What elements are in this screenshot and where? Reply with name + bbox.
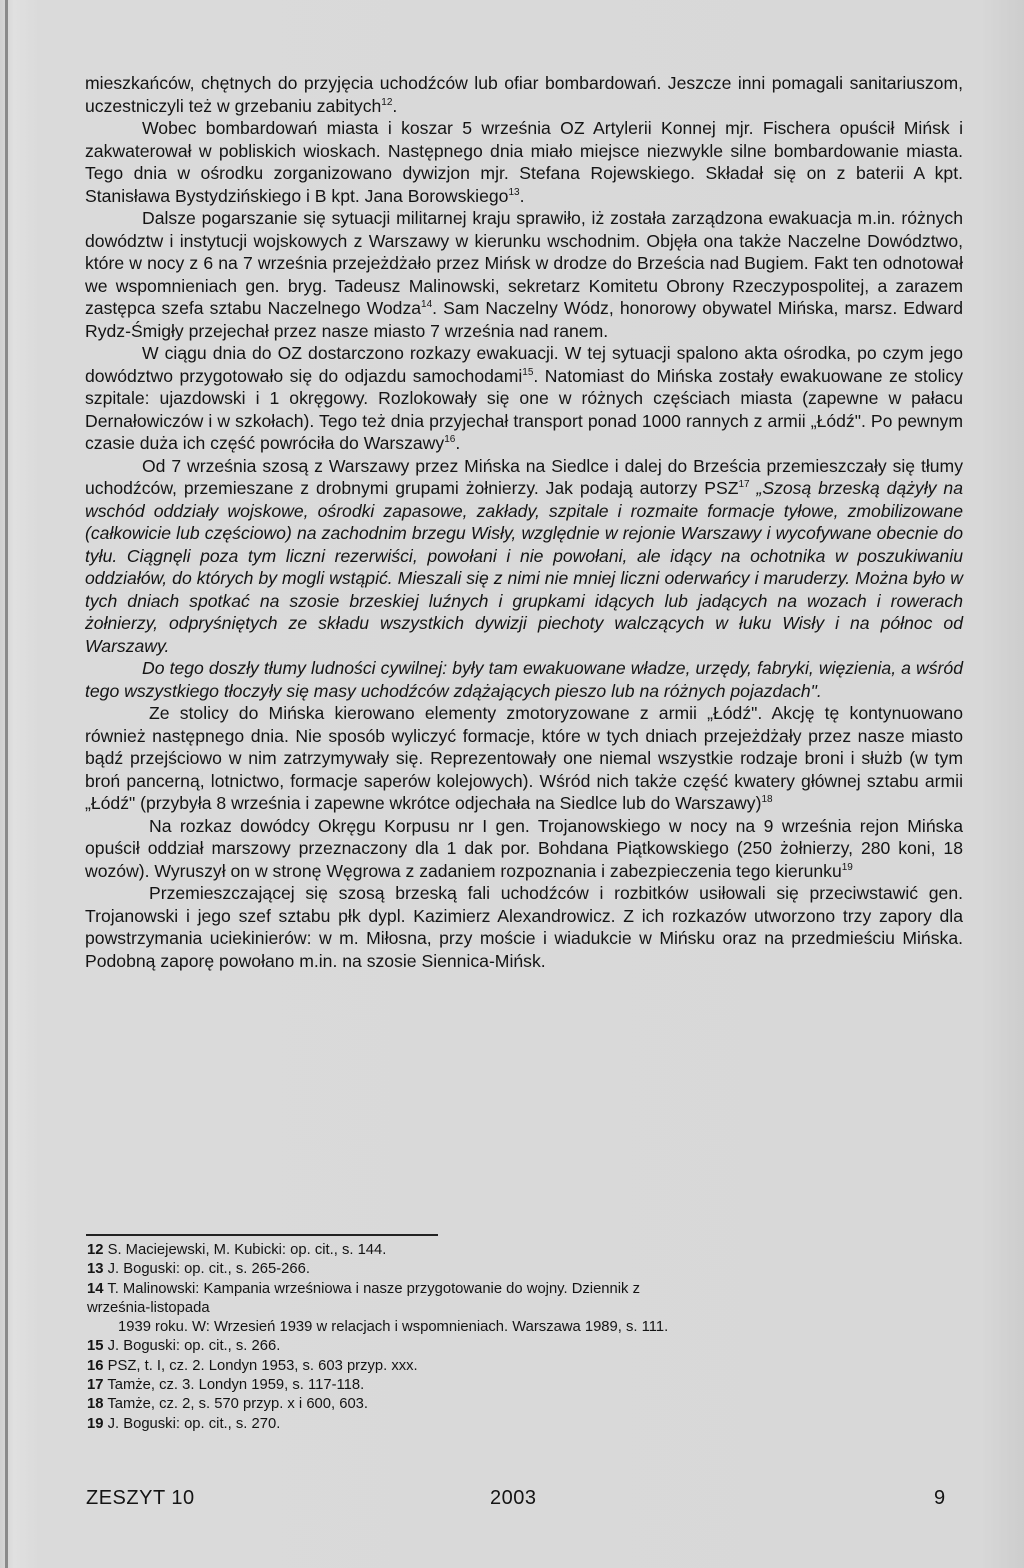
footnote-12 bbox=[87, 1241, 697, 1260]
text-span: . Sam Naczelny Wódz, honorowy obywatel Mińska, marsz. Edward Rydz-Śmigły przejechał przez nasze miasto 7 września nad ranem. bbox=[85, 298, 963, 341]
footnote-ref: 13 bbox=[508, 186, 520, 198]
footnote-ref: 18 bbox=[761, 794, 773, 805]
footnote-13 bbox=[87, 1260, 697, 1279]
page-edge bbox=[5, 0, 8, 1568]
footnote-number: 15 bbox=[87, 1338, 104, 1355]
paragraph-8 bbox=[85, 815, 963, 883]
text-span: Wobec bombardowań miasta i koszar 5 września OZ Artylerii Konnej mjr. Fischera opuścił Mińsk i zakwaterował w pobliskich wioskach. Następnego dnia miało miejsce niezwykle silne bombardowanie miasta. Tego dnia w ośrodku zorganizowano dywizjon mjr. Stefana Rojewskiego. Składał się on z baterii A kpt. Stanisława Bystydzińskiego i B kpt. Jana Borowskiego bbox=[85, 118, 963, 206]
publication-year: 2003 bbox=[490, 1487, 537, 1509]
footnote-number: 19 bbox=[87, 1415, 104, 1432]
footnote-number: 18 bbox=[87, 1396, 104, 1413]
text-span: . bbox=[455, 433, 461, 453]
footnote-text: J. Boguski: op. cit., s. 266. bbox=[107, 1338, 281, 1355]
page-number: 9 bbox=[934, 1487, 946, 1509]
paragraph-5 bbox=[85, 455, 963, 658]
footnote-number: 17 bbox=[87, 1377, 104, 1394]
text-span: . bbox=[392, 95, 398, 116]
text-span: Ze stolicy do Mińska kierowano elementy zmotoryzowane z armii „Łódź". Akcję tę kontynuowano również następnego dnia. Nie sposób wyliczyć formacje, które w tych dniach przejeżdżały przez nasze miasto bądź przejściowo w nim zatrzymywały się. Reprezentowały one niemal wszystkie rodzaje broni i służb (w tym broń pancerną, lotnictwo, formacje saperów kolejowych). Wśród nich także część kwatery głównej sztabu armii „Łódź" (przybyła 8 września i zapewne wkrótce odjechała na Siedlce lub do Warszawy) bbox=[85, 703, 963, 813]
paragraph-7 bbox=[85, 702, 963, 815]
footnote-ref: 12 bbox=[381, 96, 393, 108]
text-span: Od 7 września szosą z Warszawy przez Mińska na Siedlce i dalej do Brześcia przemieszczały się tłumy uchodźców, przemieszane z drobnymi grupami żołnierzy. Jak podają autorzy PSZ bbox=[85, 455, 963, 498]
quote-text: Do tego doszły tłumy ludności cywilnej: były tam ewakuowane władze, urzędy, fabryki, więzienia, a wśród tego wszystkiego tłoczyły się masy uchodźców zdążających pieszo lub na różnych pojazdach". bbox=[85, 658, 963, 701]
footnote-ref: 14 bbox=[421, 299, 433, 310]
text-span: W ciągu dnia do OZ dostarczono rozkazy ewakuacji. W tej sytuacji spalono akta ośrodka, po czym jego dowództwo przygotowało się do odjazdu samochodami bbox=[85, 343, 963, 386]
footnote-text: T. Malinowski: Kampania wrześniowa i nasze przygotowanie do wojny. Dziennik z września-listopada bbox=[87, 1280, 640, 1316]
text-span: Dalsze pogarszanie się sytuacji militarnej kraju sprawiło, iż została zarządzona ewakuacja m.in. różnych dowództw i instytucji wojskowych z Warszawy w kierunku wschodnim. Objęła ona także Naczelne Dowództwo, które w nocy z 6 na 7 września przejeżdżało przez Mińsk w drodze do Brześcia nad Bugiem. Fakt ten odnotował we wspomnieniach gen. bryg. Tadeusz Malinowski, sekretarz Komitetu Obrony Rzeczypospolitej, a zarazem zastępca szefa sztabu Naczelnego Wodza bbox=[85, 208, 963, 318]
footnote-ref: 19 bbox=[841, 861, 853, 873]
footnote-16 bbox=[87, 1357, 697, 1376]
footnote-17 bbox=[87, 1376, 697, 1395]
footnote-15 bbox=[87, 1337, 697, 1356]
paragraph-6 bbox=[85, 657, 963, 702]
footnote-continuation: 1939 roku. W: Wrzesień 1939 w relacjach i wspomnieniach. Warszawa 1989, s. 111. bbox=[118, 1319, 669, 1336]
footnote-text: PSZ, t. I, cz. 2. Londyn 1953, s. 603 przyp. xxx. bbox=[107, 1357, 418, 1374]
footnote-number: 12 bbox=[87, 1242, 104, 1258]
footnote-19 bbox=[87, 1415, 697, 1434]
footnote-14 bbox=[87, 1280, 697, 1338]
text-span: Przemieszczającej się szosą brzeską fali uchodźców i rozbitków usiłowali się przeciwstawić gen. Trojanowski i jego szef sztabu płk dypl. Kazimierz Alexandrowicz. Z ich rozkazów utworzono trzy zapory dla powstrzymania uciekinierów: w m. Miłosna, przy moście i wiadukcie w Mińsku oraz na przedmieściu Mińska. Podobną zaporę powołano m.in. na szosie Siennica-Mińsk. bbox=[85, 883, 963, 971]
footnote-18 bbox=[87, 1395, 697, 1414]
footnote-ref: 17 bbox=[738, 479, 750, 490]
paragraph-2 bbox=[85, 117, 963, 207]
footnote-number: 16 bbox=[87, 1357, 104, 1374]
footnote-number: 13 bbox=[87, 1261, 104, 1278]
footnote-text: S. Maciejewski, M. Kubicki: op. cit., s. 144. bbox=[107, 1242, 387, 1258]
journal-issue: ZESZYT 10 bbox=[86, 1487, 195, 1509]
footnote-ref: 16 bbox=[444, 434, 456, 445]
text-span: . bbox=[519, 185, 525, 206]
text-span: Na rozkaz dowódcy Okręgu Korpusu nr I gen. Trojanowskiego w nocy na 9 września rejon Mińska opuścił oddział marszowy przeznaczony dla 1 dak por. Bohdana Piątkowskiego (250 żołnierzy, 280 koni, 18 wozów). Wyruszył on w stronę Węgrowa z zadaniem rozpoznania i zabezpieczenia tego kierunku bbox=[85, 815, 963, 881]
paragraph-1 bbox=[85, 72, 963, 117]
paragraph-9 bbox=[85, 882, 963, 972]
footnotes bbox=[87, 1241, 697, 1434]
footnote-text: Tamże, cz. 3. Londyn 1959, s. 117-118. bbox=[107, 1377, 365, 1394]
paragraph-4 bbox=[85, 342, 963, 455]
footnote-text: J. Boguski: op. cit., s. 265-266. bbox=[107, 1261, 310, 1278]
footnote-number: 14 bbox=[87, 1280, 104, 1297]
footnote-text: J. Boguski: op. cit., s. 270. bbox=[107, 1415, 281, 1432]
main-text bbox=[85, 72, 963, 972]
footnote-ref: 15 bbox=[522, 366, 534, 378]
paragraph-3 bbox=[85, 207, 963, 342]
footnote-text: Tamże, cz. 2, s. 570 przyp. x i 600, 603. bbox=[107, 1396, 369, 1413]
text-span: mieszkańców, chętnych do przyjęcia uchodźców lub ofiar bombardowań. Jeszcze inni pomagali sanitariuszom, uczestniczyli też w grzebaniu zabitych bbox=[85, 73, 963, 116]
quote-text: „Szosą brzeską dążyły na wschód oddziały wojskowe, ośrodki zapasowe, zakłady, szpitale i rozmaite formacje tyłowe, zmobilizowane (całkowicie lub częściowo) na zachodnim brzegu Wisły, względnie w rejonie Warszawy i wycofywane obecnie do tyłu. Ciągnęli poza tym liczni rezerwiści, powołani i nie powołani, ale idący na ochotnika w poszukiwaniu oddziałów, do których by mogli wstąpić. Mieszali się z nimi nie mniej liczni oderwańcy i maruderzy. Można było w tych dniach spotkać na szosie brzeskiej luźnych i grupkami idących lub jadących na wozach i rowerach żołnierzy, odpryśniętych ze składu wszystkich dywizji piechoty walczących w łuku Wisły i na północ od Warszawy. bbox=[85, 478, 963, 656]
footnote-divider bbox=[86, 1234, 438, 1236]
text-span: . Natomiast do Mińska zostały ewakuowane ze stolicy szpitale: ujazdowski i 1 okręgowy. Rozlokowały się one w różnych częściach miasta (zapewne w pałacu Dernałowiczów i w szkołach). Tego też dnia przyjechał transport ponad 1000 rannych z armii „Łódź". Po pewnym czasie duża ich część powróciła do Warszawy bbox=[85, 365, 963, 453]
